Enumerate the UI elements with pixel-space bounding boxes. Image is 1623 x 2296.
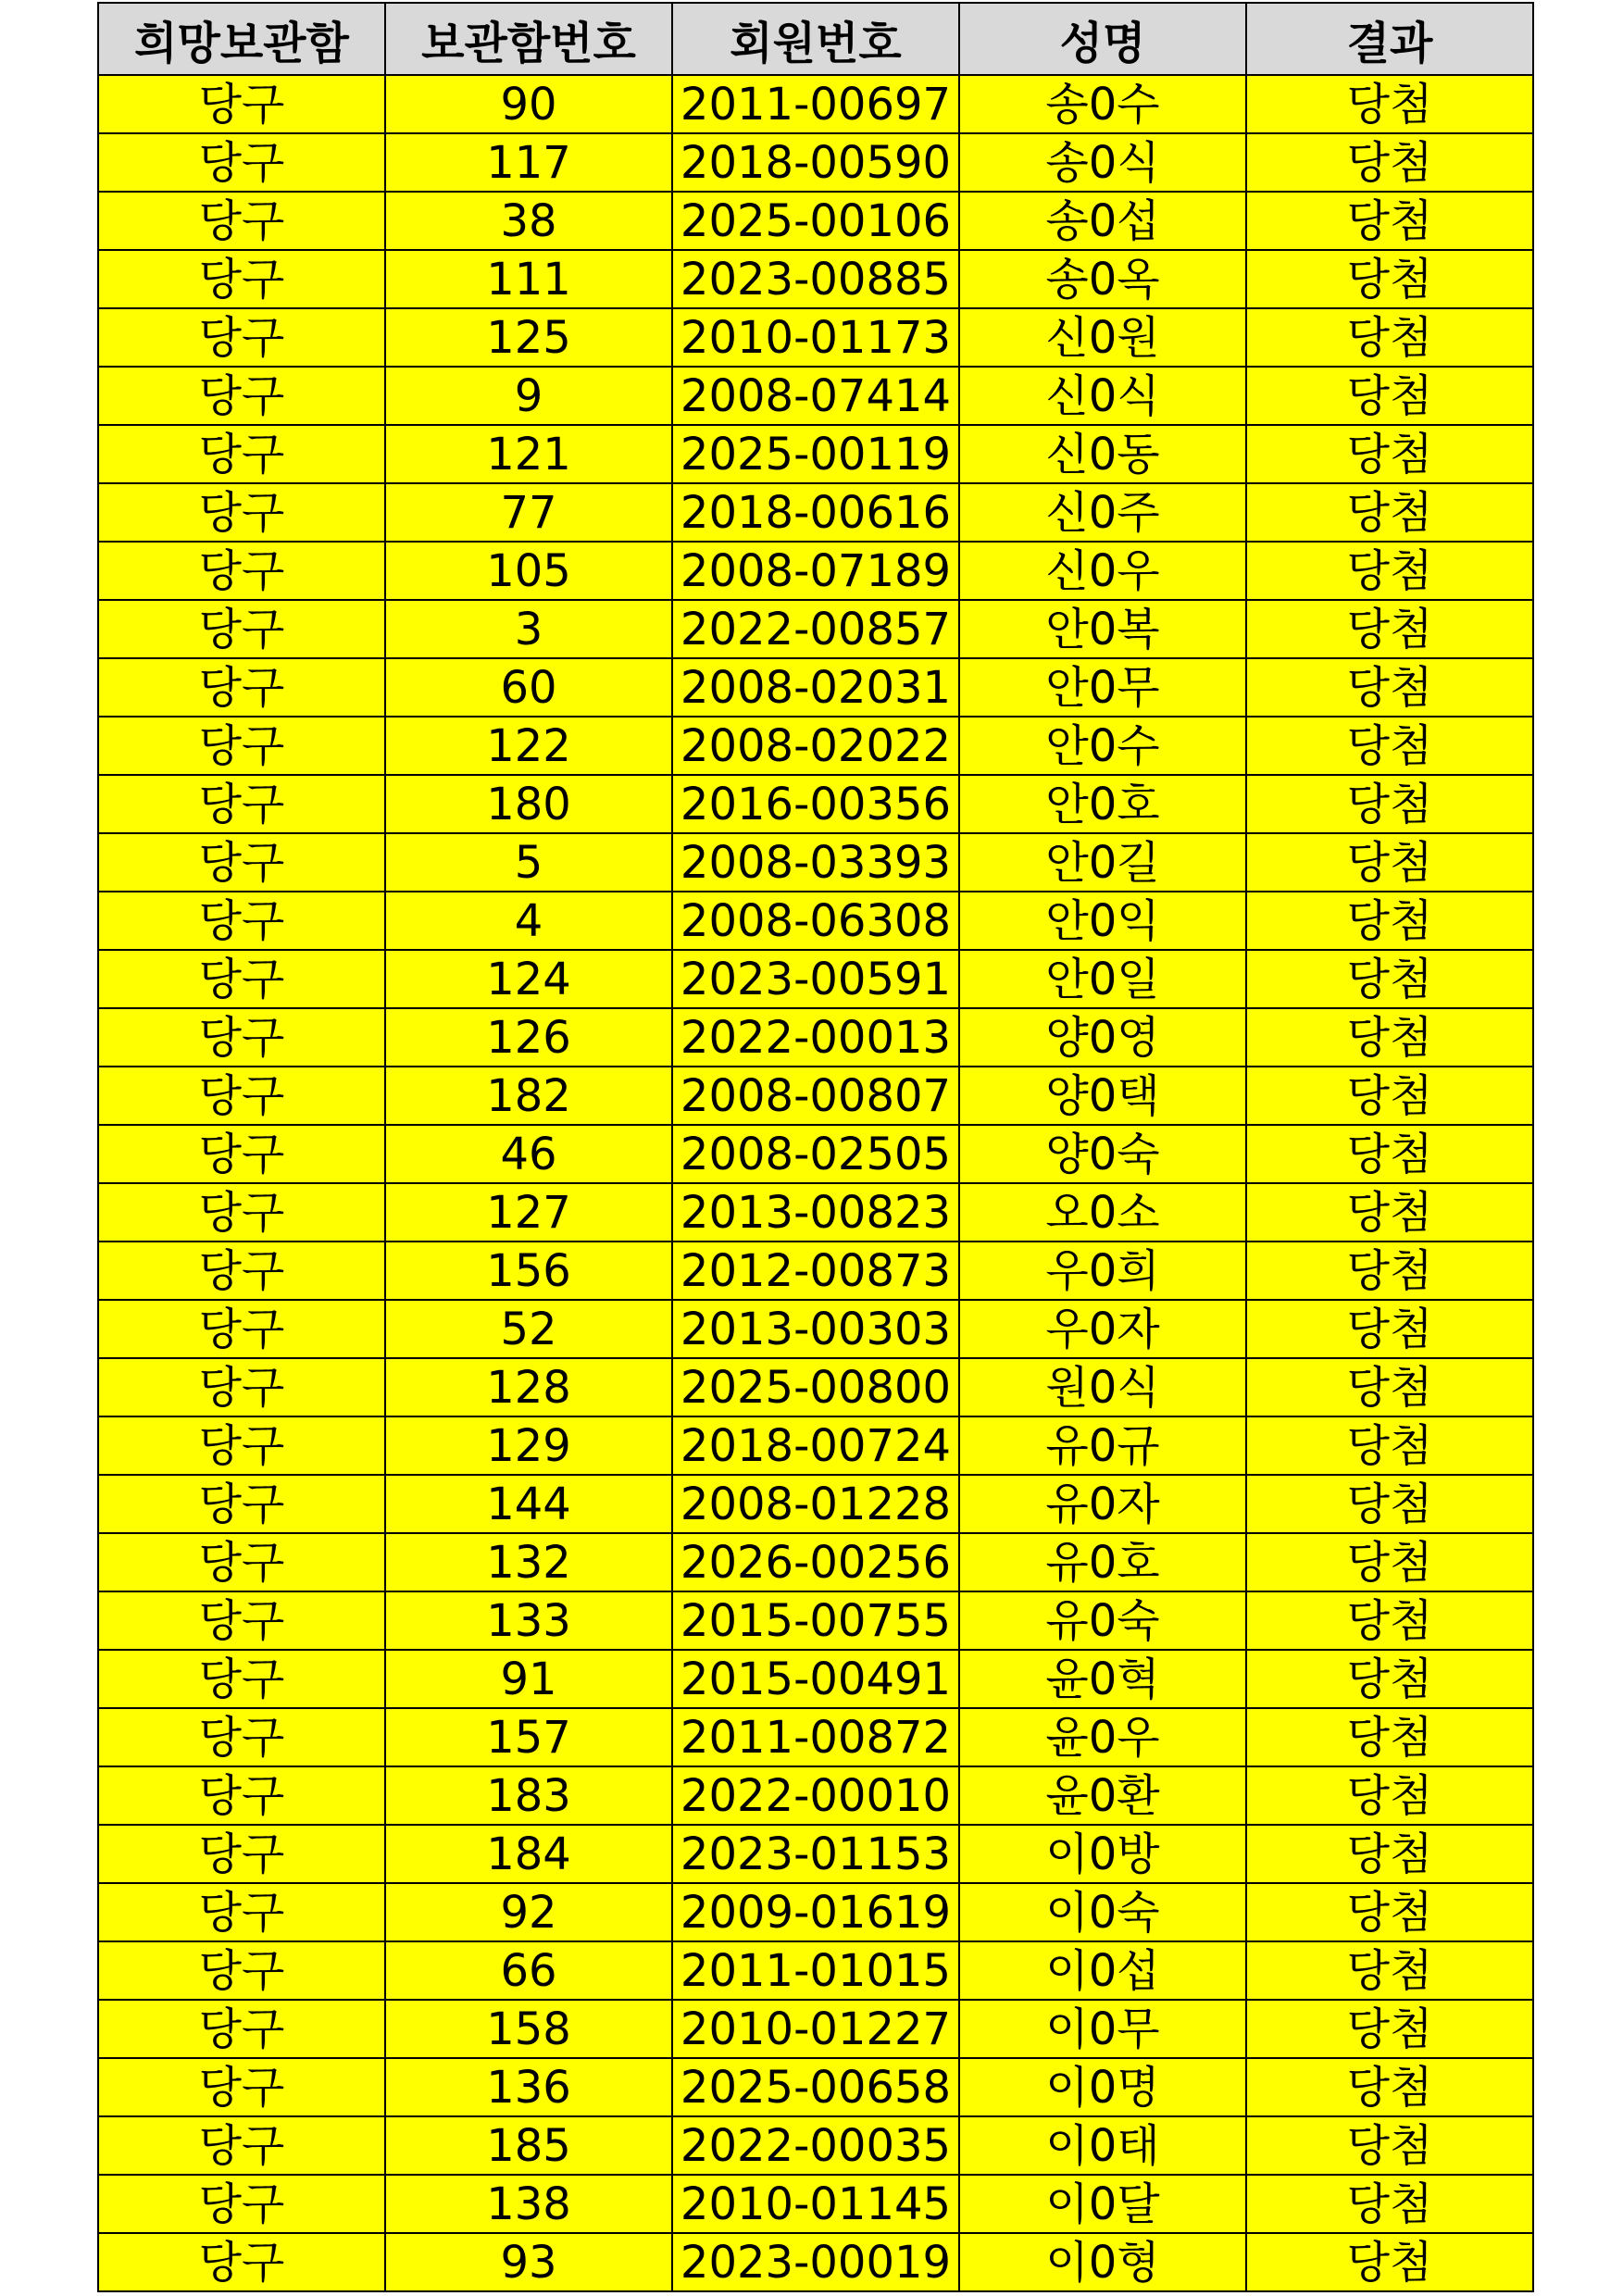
name-cell: 오0소 xyxy=(959,1183,1246,1242)
result-cell: 당첨 xyxy=(1246,950,1533,1008)
result-cell: 당첨 xyxy=(1246,717,1533,775)
name-cell: 안0일 xyxy=(959,950,1246,1008)
result-cell: 당첨 xyxy=(1246,1766,1533,1825)
table-row xyxy=(98,1067,1533,1125)
result-cell: 당첨 xyxy=(1246,483,1533,542)
table-row xyxy=(98,1125,1533,1183)
result-cell: 당첨 xyxy=(1246,1650,1533,1708)
preferred-locker-cell: 당구 xyxy=(98,483,385,542)
table-row xyxy=(98,425,1533,483)
preferred-locker-cell: 당구 xyxy=(98,1708,385,1766)
table-row xyxy=(98,1358,1533,1416)
table-row xyxy=(98,1416,1533,1475)
member-number-cell: 2025-00800 xyxy=(672,1358,959,1416)
locker-number-cell: 158 xyxy=(385,2000,672,2058)
name-cell: 유0자 xyxy=(959,1475,1246,1533)
table-row xyxy=(98,75,1533,133)
header-name: 성명 xyxy=(959,3,1246,75)
member-number-cell: 2008-00807 xyxy=(672,1067,959,1125)
preferred-locker-cell: 당구 xyxy=(98,1650,385,1708)
name-cell: 원0식 xyxy=(959,1358,1246,1416)
preferred-locker-cell: 당구 xyxy=(98,1300,385,1358)
preferred-locker-cell: 당구 xyxy=(98,950,385,1008)
member-number-cell: 2025-00106 xyxy=(672,192,959,250)
table-row xyxy=(98,717,1533,775)
name-cell: 송0식 xyxy=(959,133,1246,192)
preferred-locker-cell: 당구 xyxy=(98,658,385,717)
locker-number-cell: 183 xyxy=(385,1766,672,1825)
member-number-cell: 2023-00019 xyxy=(672,2233,959,2291)
result-cell: 당첨 xyxy=(1246,1416,1533,1475)
locker-number-cell: 5 xyxy=(385,833,672,892)
table-row xyxy=(98,1650,1533,1708)
table-row xyxy=(98,1242,1533,1300)
member-number-cell: 2018-00616 xyxy=(672,483,959,542)
table-row xyxy=(98,1475,1533,1533)
locker-number-cell: 111 xyxy=(385,250,672,308)
preferred-locker-cell: 당구 xyxy=(98,1883,385,1941)
name-cell: 신0원 xyxy=(959,308,1246,367)
preferred-locker-cell: 당구 xyxy=(98,1242,385,1300)
preferred-locker-cell: 당구 xyxy=(98,2175,385,2233)
name-cell: 신0식 xyxy=(959,367,1246,425)
table-row xyxy=(98,1591,1533,1650)
name-cell: 안0익 xyxy=(959,892,1246,950)
member-number-cell: 2008-07189 xyxy=(672,542,959,600)
result-cell: 당첨 xyxy=(1246,658,1533,717)
table-row xyxy=(98,2175,1533,2233)
name-cell: 양0숙 xyxy=(959,1125,1246,1183)
table-row xyxy=(98,1533,1533,1591)
locker-number-cell: 105 xyxy=(385,542,672,600)
name-cell: 신0동 xyxy=(959,425,1246,483)
locker-number-cell: 124 xyxy=(385,950,672,1008)
result-cell: 당첨 xyxy=(1246,1183,1533,1242)
preferred-locker-cell: 당구 xyxy=(98,75,385,133)
result-cell: 당첨 xyxy=(1246,2058,1533,2116)
name-cell: 이0방 xyxy=(959,1825,1246,1883)
table-row xyxy=(98,1941,1533,2000)
result-cell: 당첨 xyxy=(1246,1125,1533,1183)
member-number-cell: 2009-01619 xyxy=(672,1883,959,1941)
result-cell: 당첨 xyxy=(1246,1008,1533,1067)
member-number-cell: 2010-01145 xyxy=(672,2175,959,2233)
result-cell: 당첨 xyxy=(1246,250,1533,308)
preferred-locker-cell: 당구 xyxy=(98,1008,385,1067)
preferred-locker-cell: 당구 xyxy=(98,192,385,250)
locker-number-cell: 138 xyxy=(385,2175,672,2233)
name-cell: 이0무 xyxy=(959,2000,1246,2058)
member-number-cell: 2018-00590 xyxy=(672,133,959,192)
locker-number-cell: 125 xyxy=(385,308,672,367)
result-cell: 당첨 xyxy=(1246,1533,1533,1591)
locker-number-cell: 38 xyxy=(385,192,672,250)
member-number-cell: 2008-01228 xyxy=(672,1475,959,1533)
name-cell: 유0규 xyxy=(959,1416,1246,1475)
name-cell: 윤0우 xyxy=(959,1708,1246,1766)
result-cell: 당첨 xyxy=(1246,1708,1533,1766)
locker-number-cell: 117 xyxy=(385,133,672,192)
table-row xyxy=(98,2000,1533,2058)
preferred-locker-cell: 당구 xyxy=(98,1358,385,1416)
table-body xyxy=(98,75,1533,2291)
member-number-cell: 2022-00010 xyxy=(672,1766,959,1825)
table-row xyxy=(98,308,1533,367)
table-header xyxy=(98,3,1533,75)
member-number-cell: 2013-00303 xyxy=(672,1300,959,1358)
table-row xyxy=(98,367,1533,425)
header-row xyxy=(98,3,1533,75)
member-number-cell: 2012-00873 xyxy=(672,1242,959,1300)
table-row xyxy=(98,133,1533,192)
result-cell: 당첨 xyxy=(1246,1242,1533,1300)
preferred-locker-cell: 당구 xyxy=(98,1183,385,1242)
preferred-locker-cell: 당구 xyxy=(98,775,385,833)
result-cell: 당첨 xyxy=(1246,892,1533,950)
table-row xyxy=(98,1708,1533,1766)
table-row xyxy=(98,1883,1533,1941)
result-cell: 당첨 xyxy=(1246,1941,1533,2000)
member-number-cell: 2023-01153 xyxy=(672,1825,959,1883)
name-cell: 유0숙 xyxy=(959,1591,1246,1650)
preferred-locker-cell: 당구 xyxy=(98,1533,385,1591)
name-cell: 안0무 xyxy=(959,658,1246,717)
locker-number-cell: 180 xyxy=(385,775,672,833)
result-cell: 당첨 xyxy=(1246,2233,1533,2291)
preferred-locker-cell: 당구 xyxy=(98,425,385,483)
preferred-locker-cell: 당구 xyxy=(98,1766,385,1825)
member-number-cell: 2008-02505 xyxy=(672,1125,959,1183)
locker-number-cell: 127 xyxy=(385,1183,672,1242)
name-cell: 우0자 xyxy=(959,1300,1246,1358)
name-cell: 안0복 xyxy=(959,600,1246,658)
preferred-locker-cell: 당구 xyxy=(98,1125,385,1183)
locker-number-cell: 60 xyxy=(385,658,672,717)
preferred-locker-cell: 당구 xyxy=(98,133,385,192)
member-number-cell: 2008-07414 xyxy=(672,367,959,425)
locker-number-cell: 182 xyxy=(385,1067,672,1125)
name-cell: 안0호 xyxy=(959,775,1246,833)
locker-number-cell: 92 xyxy=(385,1883,672,1941)
locker-number-cell: 144 xyxy=(385,1475,672,1533)
locker-number-cell: 126 xyxy=(385,1008,672,1067)
member-number-cell: 2008-06308 xyxy=(672,892,959,950)
name-cell: 양0택 xyxy=(959,1067,1246,1125)
locker-number-cell: 129 xyxy=(385,1416,672,1475)
member-number-cell: 2011-00697 xyxy=(672,75,959,133)
preferred-locker-cell: 당구 xyxy=(98,1825,385,1883)
name-cell: 이0명 xyxy=(959,2058,1246,2116)
table-row xyxy=(98,775,1533,833)
result-cell: 당첨 xyxy=(1246,542,1533,600)
result-cell: 당첨 xyxy=(1246,2000,1533,2058)
name-cell: 송0옥 xyxy=(959,250,1246,308)
locker-number-cell: 122 xyxy=(385,717,672,775)
member-number-cell: 2011-01015 xyxy=(672,1941,959,2000)
member-number-cell: 2023-00591 xyxy=(672,950,959,1008)
locker-number-cell: 185 xyxy=(385,2116,672,2175)
name-cell: 송0섭 xyxy=(959,192,1246,250)
table-row xyxy=(98,2058,1533,2116)
member-number-cell: 2022-00857 xyxy=(672,600,959,658)
result-cell: 당첨 xyxy=(1246,367,1533,425)
name-cell: 이0달 xyxy=(959,2175,1246,2233)
locker-number-cell: 90 xyxy=(385,75,672,133)
member-number-cell: 2015-00755 xyxy=(672,1591,959,1650)
locker-number-cell: 136 xyxy=(385,2058,672,2116)
member-number-cell: 2022-00035 xyxy=(672,2116,959,2175)
result-cell: 당첨 xyxy=(1246,425,1533,483)
result-cell: 당첨 xyxy=(1246,1825,1533,1883)
member-number-cell: 2026-00256 xyxy=(672,1533,959,1591)
preferred-locker-cell: 당구 xyxy=(98,367,385,425)
member-number-cell: 2008-03393 xyxy=(672,833,959,892)
header-locker-number: 보관함번호 xyxy=(385,3,672,75)
table-row xyxy=(98,2116,1533,2175)
member-number-cell: 2010-01173 xyxy=(672,308,959,367)
table-row xyxy=(98,2233,1533,2291)
table-row xyxy=(98,1766,1533,1825)
preferred-locker-cell: 당구 xyxy=(98,308,385,367)
locker-number-cell: 133 xyxy=(385,1591,672,1650)
lottery-results-table xyxy=(97,2,1534,2292)
locker-number-cell: 156 xyxy=(385,1242,672,1300)
result-cell: 당첨 xyxy=(1246,2116,1533,2175)
result-cell: 당첨 xyxy=(1246,75,1533,133)
member-number-cell: 2008-02022 xyxy=(672,717,959,775)
locker-number-cell: 46 xyxy=(385,1125,672,1183)
preferred-locker-cell: 당구 xyxy=(98,1067,385,1125)
result-cell: 당첨 xyxy=(1246,600,1533,658)
table-row xyxy=(98,892,1533,950)
name-cell: 신0주 xyxy=(959,483,1246,542)
member-number-cell: 2022-00013 xyxy=(672,1008,959,1067)
member-number-cell: 2025-00658 xyxy=(672,2058,959,2116)
member-number-cell: 2023-00885 xyxy=(672,250,959,308)
preferred-locker-cell: 당구 xyxy=(98,1416,385,1475)
result-cell: 당첨 xyxy=(1246,1067,1533,1125)
table-row xyxy=(98,250,1533,308)
preferred-locker-cell: 당구 xyxy=(98,1475,385,1533)
name-cell: 이0태 xyxy=(959,2116,1246,2175)
preferred-locker-cell: 당구 xyxy=(98,250,385,308)
locker-number-cell: 66 xyxy=(385,1941,672,2000)
preferred-locker-cell: 당구 xyxy=(98,1591,385,1650)
locker-number-cell: 184 xyxy=(385,1825,672,1883)
name-cell: 이0섭 xyxy=(959,1941,1246,2000)
result-cell: 당첨 xyxy=(1246,1358,1533,1416)
table-row xyxy=(98,1008,1533,1067)
result-cell: 당첨 xyxy=(1246,133,1533,192)
result-cell: 당첨 xyxy=(1246,1591,1533,1650)
table-row xyxy=(98,600,1533,658)
name-cell: 이0숙 xyxy=(959,1883,1246,1941)
result-cell: 당첨 xyxy=(1246,833,1533,892)
locker-number-cell: 4 xyxy=(385,892,672,950)
name-cell: 유0호 xyxy=(959,1533,1246,1591)
preferred-locker-cell: 당구 xyxy=(98,833,385,892)
member-number-cell: 2018-00724 xyxy=(672,1416,959,1475)
member-number-cell: 2015-00491 xyxy=(672,1650,959,1708)
preferred-locker-cell: 당구 xyxy=(98,2116,385,2175)
table-row xyxy=(98,1300,1533,1358)
name-cell: 안0길 xyxy=(959,833,1246,892)
name-cell: 이0형 xyxy=(959,2233,1246,2291)
result-cell: 당첨 xyxy=(1246,1475,1533,1533)
table-row xyxy=(98,658,1533,717)
result-cell: 당첨 xyxy=(1246,308,1533,367)
member-number-cell: 2025-00119 xyxy=(672,425,959,483)
result-cell: 당첨 xyxy=(1246,2175,1533,2233)
member-number-cell: 2013-00823 xyxy=(672,1183,959,1242)
preferred-locker-cell: 당구 xyxy=(98,1941,385,2000)
table-row xyxy=(98,833,1533,892)
member-number-cell: 2011-00872 xyxy=(672,1708,959,1766)
locker-number-cell: 157 xyxy=(385,1708,672,1766)
header-result: 결과 xyxy=(1246,3,1533,75)
locker-number-cell: 128 xyxy=(385,1358,672,1416)
locker-number-cell: 91 xyxy=(385,1650,672,1708)
name-cell: 안0수 xyxy=(959,717,1246,775)
result-cell: 당첨 xyxy=(1246,1883,1533,1941)
table-row xyxy=(98,1825,1533,1883)
header-member-number: 회원번호 xyxy=(672,3,959,75)
member-number-cell: 2016-00356 xyxy=(672,775,959,833)
locker-number-cell: 77 xyxy=(385,483,672,542)
table-row xyxy=(98,950,1533,1008)
locker-number-cell: 93 xyxy=(385,2233,672,2291)
member-number-cell: 2010-01227 xyxy=(672,2000,959,2058)
table-row xyxy=(98,192,1533,250)
locker-number-cell: 9 xyxy=(385,367,672,425)
locker-number-cell: 121 xyxy=(385,425,672,483)
preferred-locker-cell: 당구 xyxy=(98,2058,385,2116)
result-cell: 당첨 xyxy=(1246,192,1533,250)
preferred-locker-cell: 당구 xyxy=(98,600,385,658)
locker-number-cell: 3 xyxy=(385,600,672,658)
preferred-locker-cell: 당구 xyxy=(98,2000,385,2058)
header-preferred-locker: 희망보관함 xyxy=(98,3,385,75)
table-row xyxy=(98,542,1533,600)
preferred-locker-cell: 당구 xyxy=(98,542,385,600)
result-cell: 당첨 xyxy=(1246,775,1533,833)
locker-number-cell: 132 xyxy=(385,1533,672,1591)
name-cell: 윤0환 xyxy=(959,1766,1246,1825)
name-cell: 양0영 xyxy=(959,1008,1246,1067)
table-row xyxy=(98,1183,1533,1242)
preferred-locker-cell: 당구 xyxy=(98,717,385,775)
preferred-locker-cell: 당구 xyxy=(98,892,385,950)
table-row xyxy=(98,483,1533,542)
preferred-locker-cell: 당구 xyxy=(98,2233,385,2291)
name-cell: 송0수 xyxy=(959,75,1246,133)
result-cell: 당첨 xyxy=(1246,1300,1533,1358)
name-cell: 윤0혁 xyxy=(959,1650,1246,1708)
locker-number-cell: 52 xyxy=(385,1300,672,1358)
member-number-cell: 2008-02031 xyxy=(672,658,959,717)
name-cell: 우0희 xyxy=(959,1242,1246,1300)
name-cell: 신0우 xyxy=(959,542,1246,600)
